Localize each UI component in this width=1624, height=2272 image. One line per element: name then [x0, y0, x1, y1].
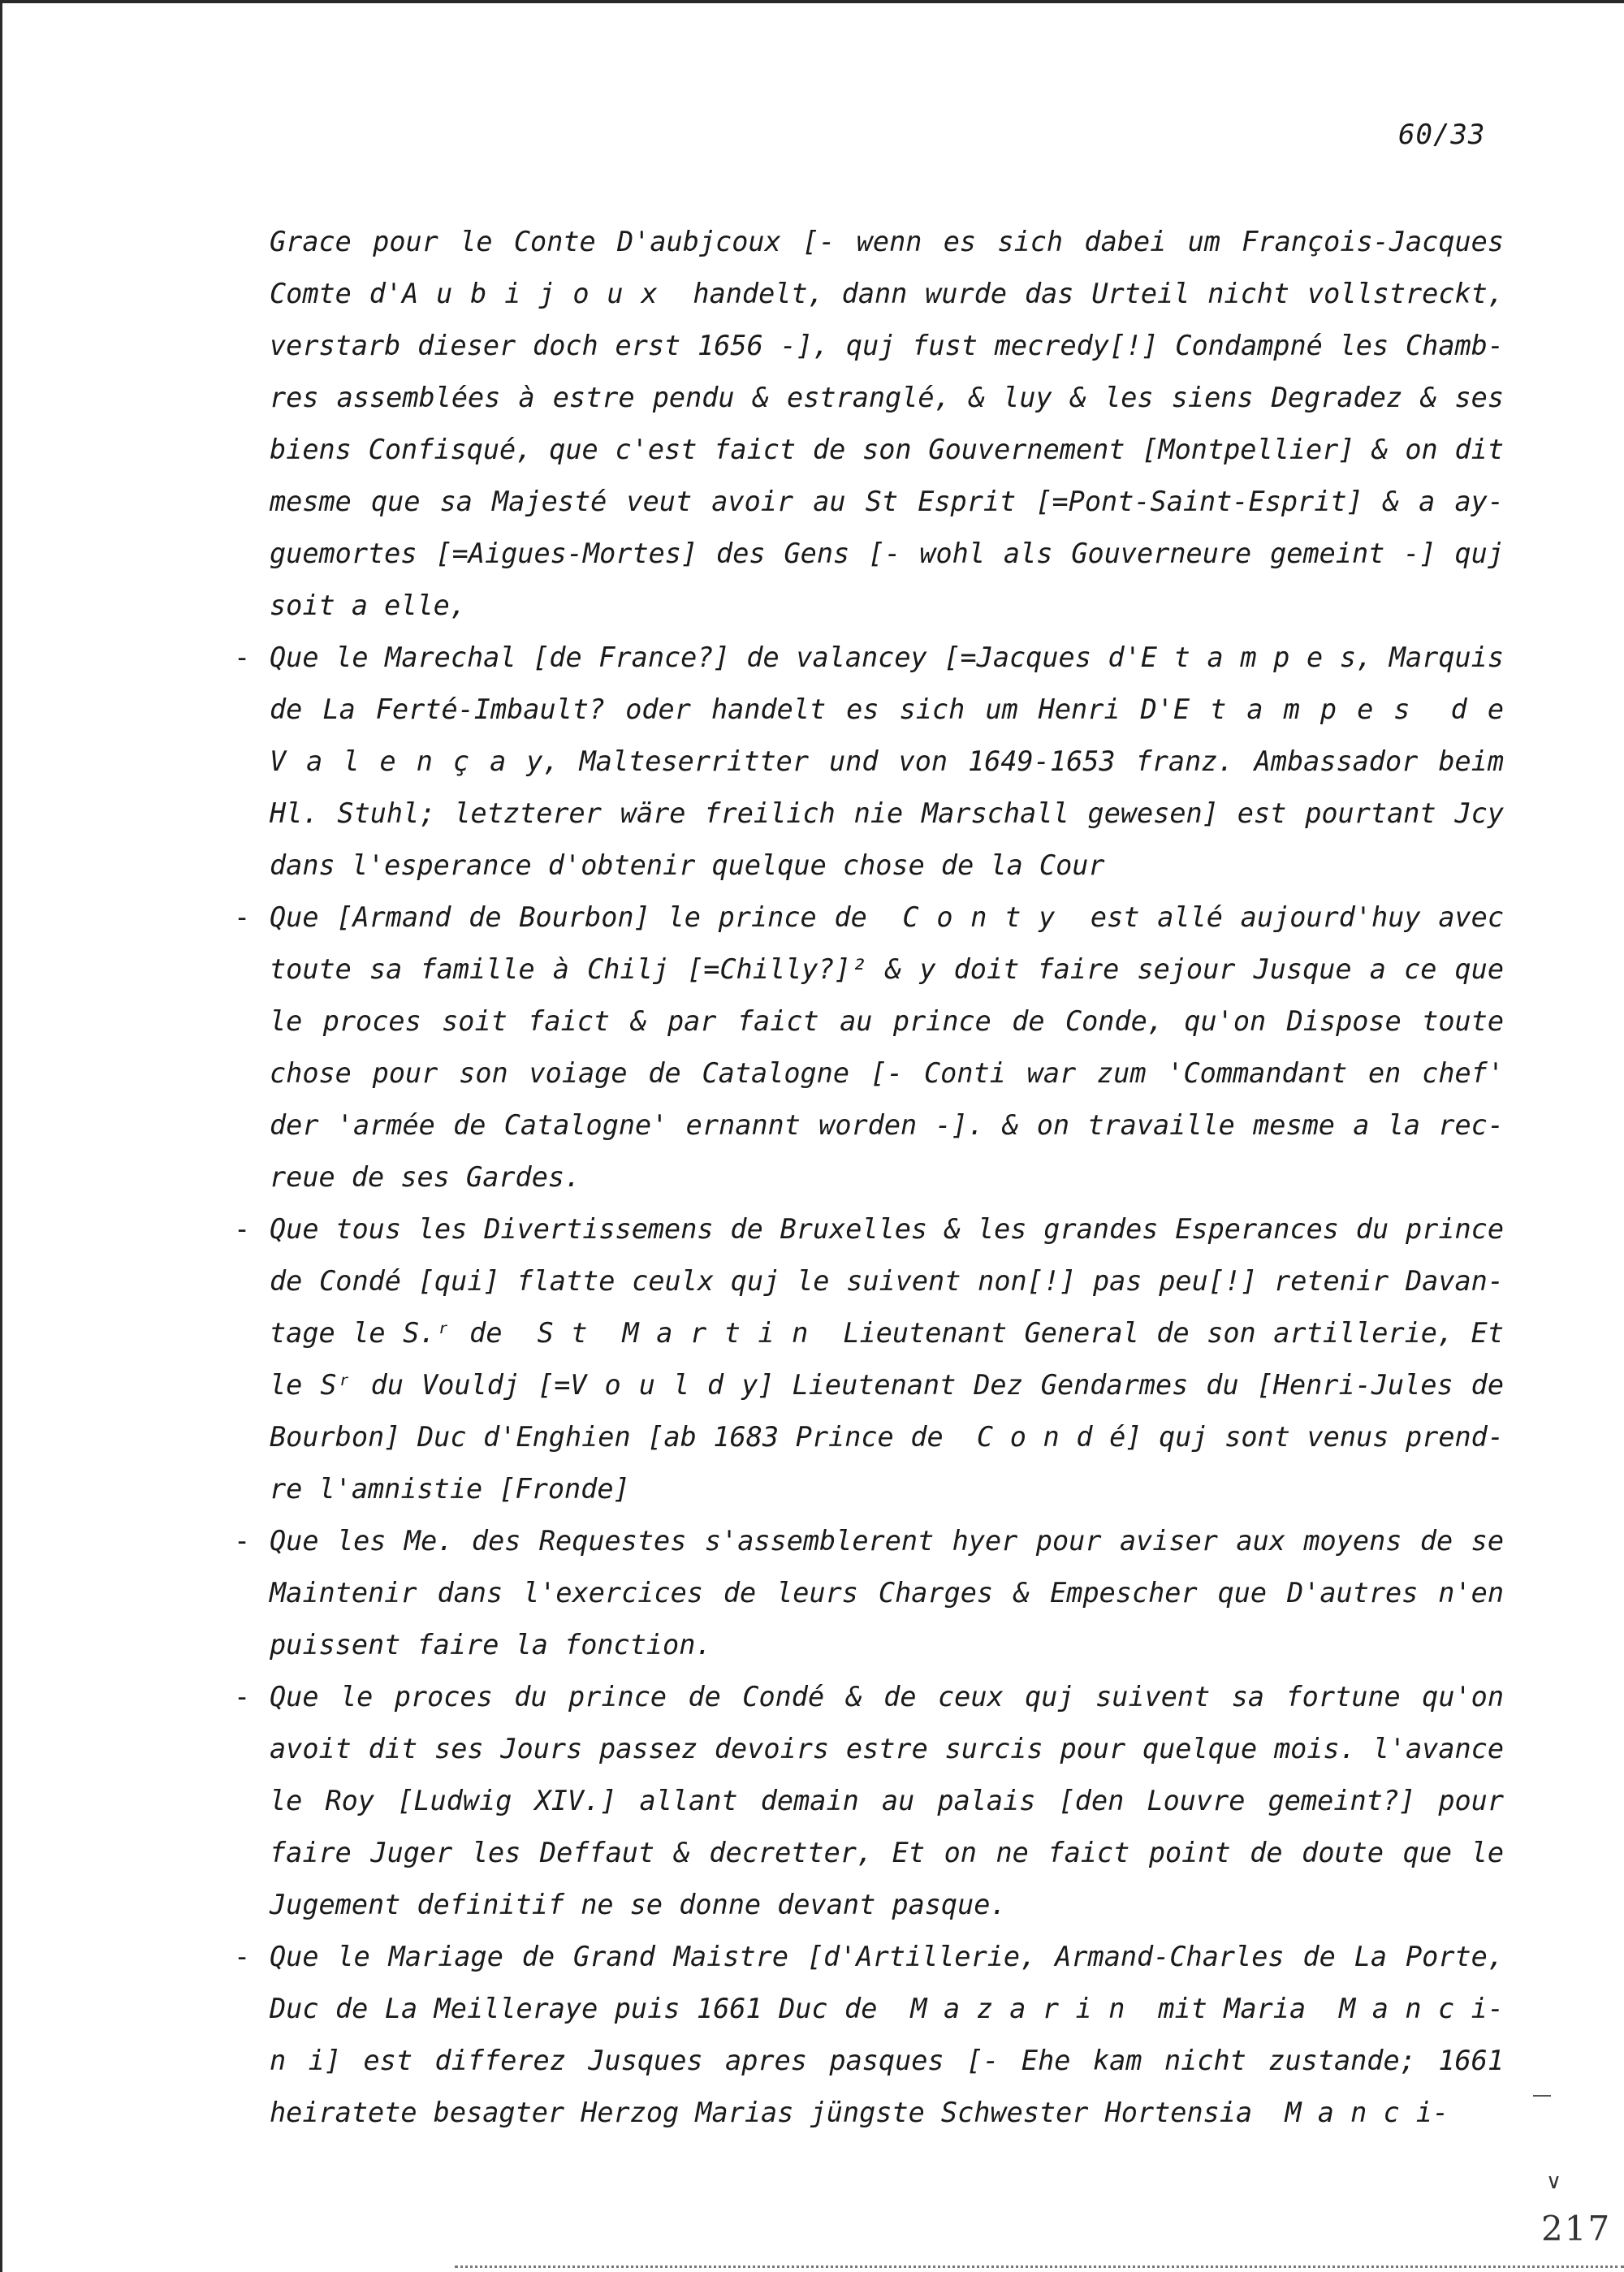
text-line: le Roy [Ludwig XIV.] allant demain au palais [den Louvre gemeint?] pour: [270, 1785, 1504, 1816]
text-line: Que les Me. des Requestes s'assemblerent hyer pour aviser aux moyens de se: [270, 1525, 1504, 1557]
text-line: res assemblées à estre pendu & estranglé, & luy & les siens Degradez & ses: [270, 382, 1504, 413]
text-line: toute sa famille à Chilj [=Chilly?]² & y doit faire sejour Jusque a ce que: [270, 953, 1504, 985]
text-line: avoit dit ses Jours passez devoirs estre surcis pour quelque mois. l'avance: [270, 1733, 1504, 1764]
margin-dash-mark: [1533, 2095, 1551, 2097]
text-line: Que le proces du prince de Condé & de ceux quj suivent sa fortune qu'on: [270, 1681, 1504, 1713]
text-line: puissent faire la fonction.: [270, 1629, 712, 1661]
text-line: le Sʳ du Vouldj [=V o u l d y] Lieutenant Dez Gendarmes du [Henri-Jules de: [270, 1369, 1504, 1401]
page-number: 60/33: [1398, 119, 1486, 151]
scan-left-border: [0, 0, 2, 2272]
paragraph: [234, 632, 1504, 892]
text-line: Que [Armand de Bourbon] le prince de C o n t y est allé aujourd'huy avec: [270, 901, 1504, 933]
text-line: soit a elle,: [270, 590, 467, 621]
text-line: Duc de La Meilleraye puis 1661 Duc de M a z a r i n mit Maria M a n c i-: [270, 1993, 1504, 2024]
paragraph: [234, 1203, 1504, 1515]
text-line: le proces soit faict & par faict au prince de Conde, qu'on Dispose toute: [270, 1005, 1504, 1037]
text-line: Que le Mariage de Grand Maistre [d'Artillerie, Armand-Charles de La Porte,: [270, 1941, 1504, 1972]
list-dash: -: [234, 1681, 251, 1713]
text-line: tage le S.ʳ de S t M a r t i n Lieutenant General de son artillerie, Et: [270, 1317, 1504, 1349]
text-line: chose pour son voiage de Catalogne [- Conti war zum 'Commandant en chef': [270, 1057, 1504, 1089]
list-dash: -: [234, 1213, 251, 1245]
paragraph: [234, 1671, 1504, 1931]
text-line: reue de ses Gardes.: [270, 1161, 581, 1193]
paragraph: [234, 1931, 1504, 2139]
text-line: faire Juger les Deffaut & decretter, Et on ne faict point de doute que le: [270, 1837, 1504, 1868]
list-dash: -: [234, 1525, 251, 1557]
scan-bottom-edge: [455, 2266, 1624, 2270]
paragraph: [270, 216, 1504, 632]
text-line: Jugement definitif ne se donne devant pasque.: [270, 1889, 1007, 1920]
text-line: heiratete besagter Herzog Marias jüngste Schwester Hortensia M a n c i-: [270, 2097, 1449, 2128]
handwritten-folio-number: 217: [1541, 2209, 1612, 2248]
list-dash: -: [234, 1941, 251, 1972]
text-line: Bourbon] Duc d'Enghien [ab 1683 Prince de C o n d é] quj sont venus prend-: [270, 1421, 1504, 1453]
text-line: de Condé [qui] flatte ceulx quj le suivent non[!] pas peu[!] retenir Davan-: [270, 1265, 1504, 1297]
paragraph: [234, 892, 1504, 1203]
text-line: Grace pour le Conte D'aubjcoux [- wenn es sich dabei um François-Jacques: [270, 226, 1504, 257]
text-line: dans l'esperance d'obtenir quelque chose de la Cour: [270, 849, 1105, 881]
text-line: der 'armée de Catalogne' ernannt worden -]. & on travaille mesme a la rec-: [270, 1109, 1504, 1141]
text-line: guemortes [=Aigues-Mortes] des Gens [- wohl als Gouverneure gemeint -] quj: [270, 538, 1504, 569]
handwritten-check-mark: ∨: [1546, 2170, 1562, 2194]
text-line: biens Confisqué, que c'est faict de son Gouvernement [Montpellier] & on dit: [270, 434, 1504, 465]
list-dash: -: [234, 901, 251, 933]
text-line: Comte d'A u b i j o u x handelt, dann wurde das Urteil nicht vollstreckt,: [270, 278, 1504, 309]
text-line: Maintenir dans l'exercices de leurs Charges & Empescher que D'autres n'en: [270, 1577, 1504, 1609]
text-line: Que tous les Divertissemens de Bruxelles & les grandes Esperances du prince: [270, 1213, 1504, 1245]
text-line: de La Ferté-Imbault? oder handelt es sich um Henri D'E t a m p e s d e: [270, 693, 1504, 725]
text-line: n i] est differez Jusques apres pasques [- Ehe kam nicht zustande; 1661: [270, 2045, 1504, 2076]
typed-transcription-body: [234, 216, 1504, 2139]
text-line: mesme que sa Majesté veut avoir au St Esprit [=Pont-Saint-Esprit] & a ay-: [270, 486, 1504, 517]
text-line: re l'amnistie [Fronde]: [270, 1473, 630, 1505]
paragraph: [234, 1515, 1504, 1671]
text-line: verstarb dieser doch erst 1656 -], quj fust mecredy[!] Condampné les Chamb-: [270, 330, 1504, 361]
text-line: V a l e n ç a y, Malteserritter und von 1649-1653 franz. Ambassador beim: [270, 745, 1504, 777]
scan-top-border: [0, 0, 1624, 3]
list-dash: -: [234, 641, 251, 673]
text-line: Que le Marechal [de France?] de valancey [=Jacques d'E t a m p e s, Marquis: [270, 641, 1504, 673]
text-line: Hl. Stuhl; letzterer wäre freilich nie Marschall gewesen] est pourtant Jcy: [270, 797, 1504, 829]
